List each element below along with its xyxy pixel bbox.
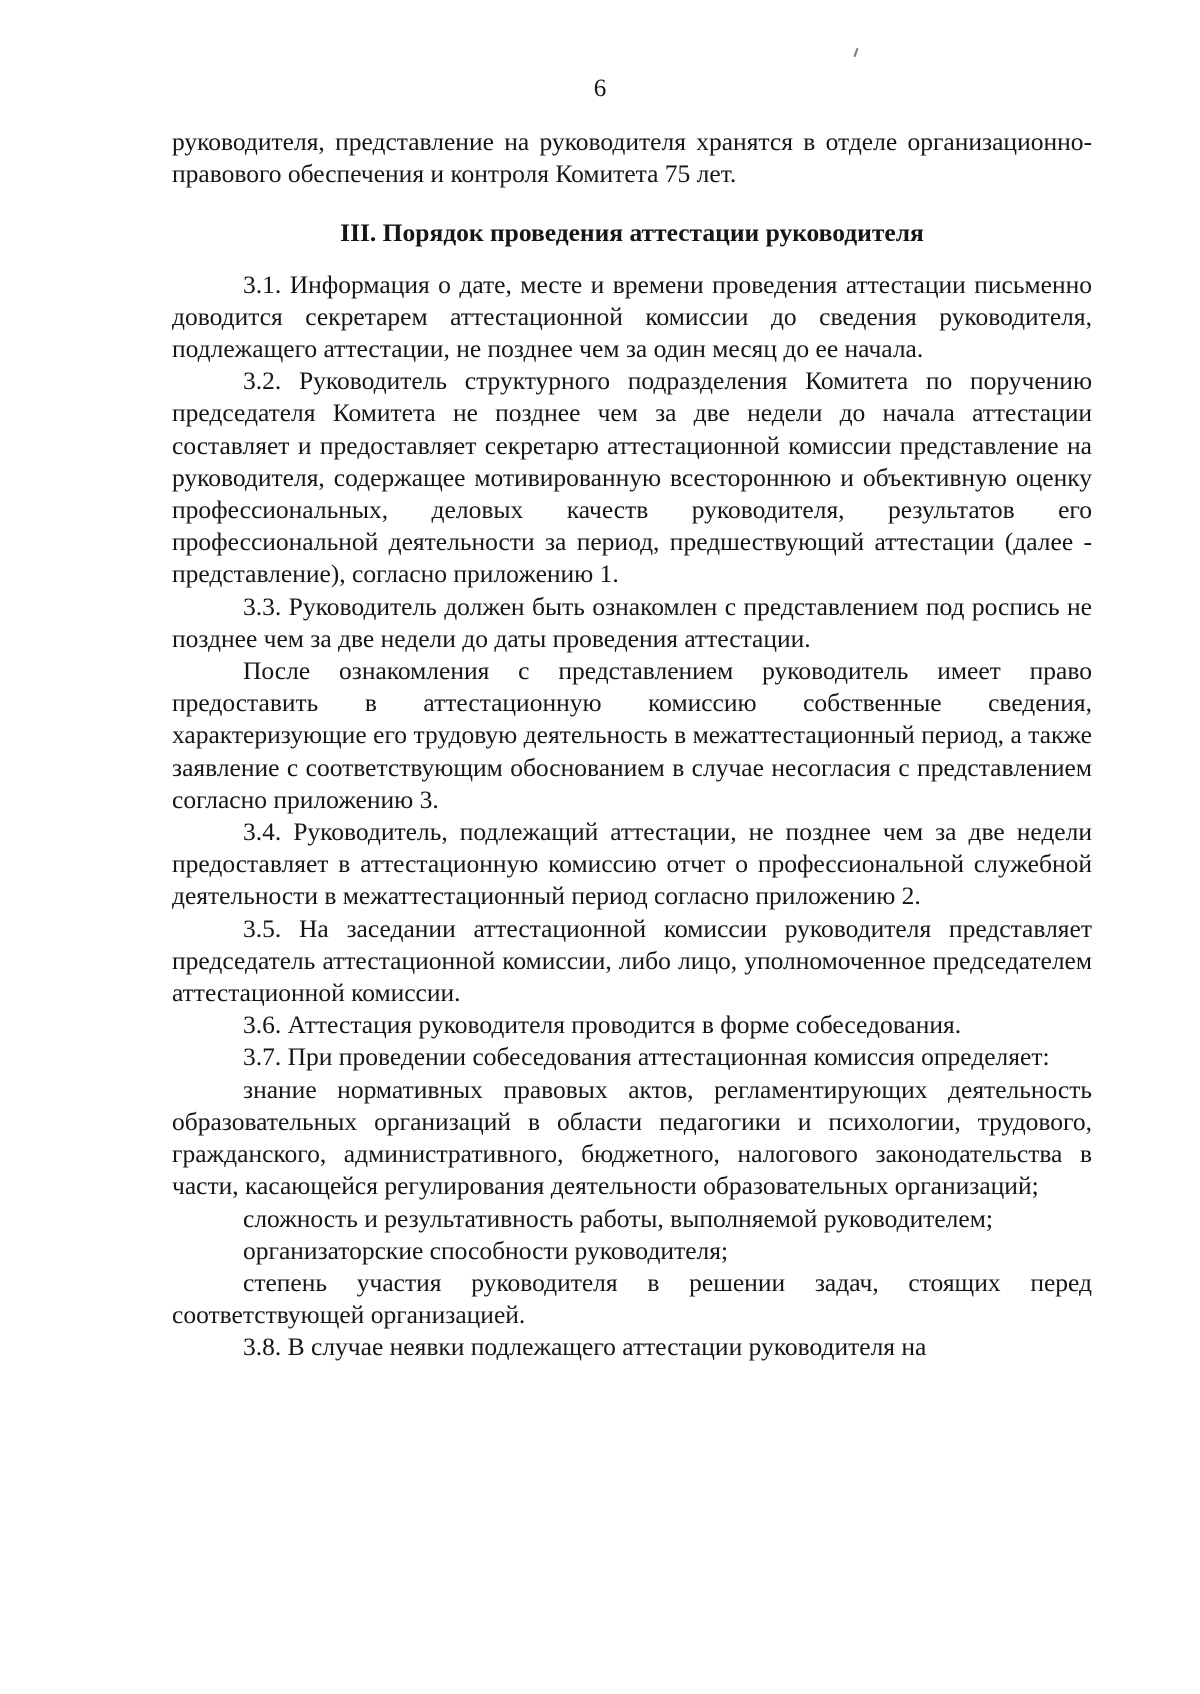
paragraph-3-4: 3.4. Руководитель, подлежащий аттестации, не позднее чем за две недели предоставляет в аттестационную комиссию отчет о профессиональной служебной деятельности в межаттестационный период согласно приложению 2. [172, 817, 1092, 911]
paragraph-3-6: 3.6. Аттестация руководителя проводится в форме собеседования. [243, 1010, 962, 1040]
paragraph-3-5: 3.5. На заседании аттестационной комиссии руководителя представляет председатель аттестационной комиссии, либо лицо, уполномоченное председателем аттестационной комиссии. [172, 913, 1092, 1008]
criterion-complexity: сложность и результативность работы, выполняемой руководителем; [243, 1203, 993, 1233]
section-title: III. Порядок проведения аттестации руководителя [340, 218, 924, 248]
intro-paragraph: руководителя, представление на руководителя хранятся в отделе организационно-правового обеспечения и контроля Комитета 75 лет. [172, 127, 1092, 189]
criterion-participation: степень участия руководителя в решении задач, стоящих перед соответствующей организацией. [172, 1267, 1092, 1330]
criterion-knowledge: знание нормативных правовых актов, регламентирующих деятельность образовательных организаций в области педагогики и психологии, трудового, гражданского, административного, бюджетного, налогового законодательства в части, касающейся регулирования деятельности образовательных организаций; [172, 1074, 1092, 1201]
scan-speck [854, 48, 859, 57]
paragraph-3-2: 3.2. Руководитель структурного подразделения Комитета по поручению председателя Комитета не позднее чем за две недели до начала аттестации составляет и предоставляет секретарю аттестационной комиссии представление на руководителя, содержащее мотивированную всестороннюю и объективную оценку профессиональных, деловых качеств руководителя, результатов его профессиональной деятельности за период, предшествующий аттестации (далее - представление), согласно приложению 1. [172, 366, 1092, 589]
criterion-organization: организаторские способности руководителя; [243, 1235, 729, 1265]
paragraph-3-1: 3.1. Информация о дате, месте и времени проведения аттестации письменно доводится секретарем аттестационной комиссии до сведения руководителя, подлежащего аттестации, не позднее чем за один месяц до ее начала. [172, 269, 1092, 364]
page-number: 6 [593, 75, 607, 102]
paragraph-3-7: 3.7. При проведении собеседования аттестационная комиссия определяет: [243, 1042, 1050, 1072]
paragraph-after-acquaintance: После ознакомления с представлением руководитель имеет право предоставить в аттестационную комиссию собственные сведения, характеризующие его трудовую деятельность в межаттестационный период, а также заявление с соответствующим обоснованием в случае несогласия с представлением согласно приложению 3. [172, 656, 1092, 814]
paragraph-3-8: 3.8. В случае неявки подлежащего аттестации руководителя на [243, 1332, 927, 1362]
document-body [172, 126, 1092, 1364]
paragraph-3-3: 3.3. Руководитель должен быть ознакомлен с представлением под роспись не позднее чем за две недели до даты проведения аттестации. [172, 591, 1092, 653]
